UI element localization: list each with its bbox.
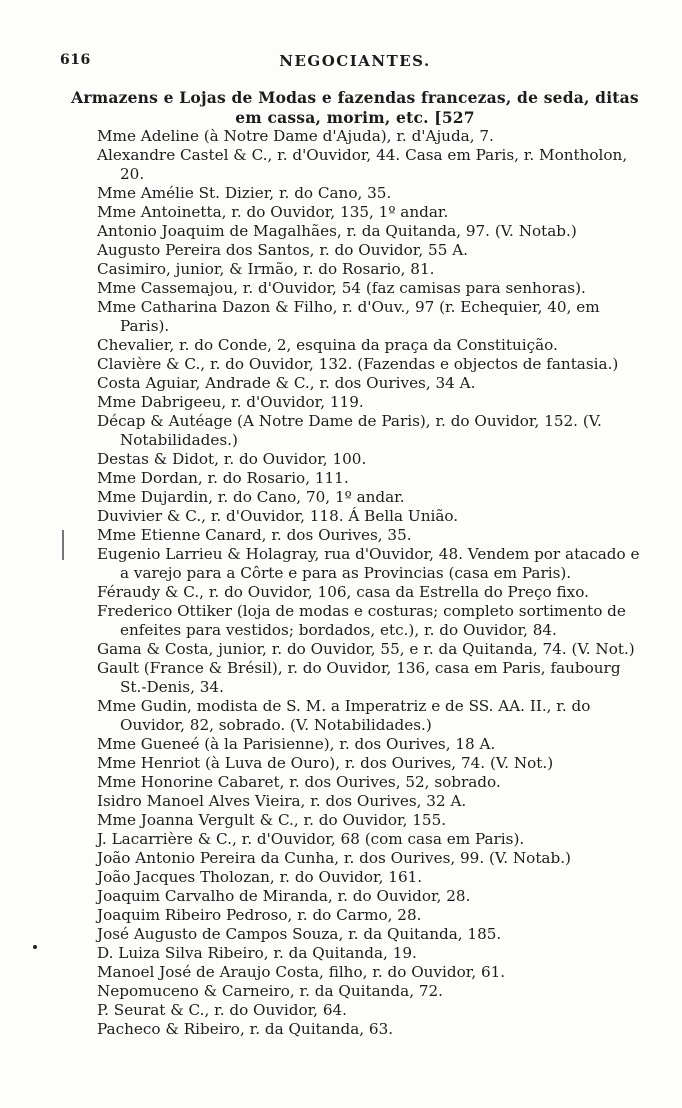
section-heading-line-1: Armazens e Lojas de Modas e fazendas francezas, de seda, ditas bbox=[71, 88, 639, 107]
list-item: Manoel José de Araujo Costa, filho, r. do Ouvidor, 61. bbox=[97, 963, 506, 981]
list-item: Antonio Joaquim de Magalhães, r. da Quitanda, 97. (V. Notab.) bbox=[97, 222, 577, 240]
merchant-list bbox=[0, 127, 682, 1039]
list-item: Frederico Ottiker (loja de modas e costuras; completo sortimento de enfeites para vestidos; bordados, etc.), r. do Ouvidor, 84. bbox=[97, 602, 626, 639]
list-item: Mme Honorine Cabaret, r. dos Ourives, 52, sobrado. bbox=[97, 773, 501, 791]
list-item: João Antonio Pereira da Cunha, r. dos Ourives, 99. (V. Notab.) bbox=[97, 849, 571, 867]
list-item: Mme Cassemajou, r. d'Ouvidor, 54 (faz camisas para senhoras). bbox=[97, 279, 586, 297]
list-item: Nepomuceno & Carneiro, r. da Quitanda, 72. bbox=[97, 982, 444, 1000]
margin-mark bbox=[62, 530, 64, 560]
list-item: Mme Etienne Canard, r. dos Ourives, 35. bbox=[97, 526, 412, 544]
list-item: Augusto Pereira dos Santos, r. do Ouvidor, 55 A. bbox=[97, 241, 468, 259]
list-item: J. Lacarrière & C., r. d'Ouvidor, 68 (com casa em Paris). bbox=[97, 830, 525, 848]
list-item: Joaquim Carvalho de Miranda, r. do Ouvidor, 28. bbox=[97, 887, 471, 905]
list-item: Joaquim Ribeiro Pedroso, r. do Carmo, 28. bbox=[97, 906, 422, 924]
list-item: Mme Dordan, r. do Rosario, 111. bbox=[97, 469, 349, 487]
list-item: Gama & Costa, junior, r. do Ouvidor, 55, e r. da Quitanda, 74. (V. Not.) bbox=[97, 640, 635, 658]
list-item: Eugenio Larrieu & Holagray, rua d'Ouvidor, 48. Vendem por atacado e a varejo para a Côrte e para as Provincias (casa em Paris). bbox=[97, 545, 640, 582]
list-item: José Augusto de Campos Souza, r. da Quitanda, 185. bbox=[97, 925, 502, 943]
ink-dot-mark bbox=[33, 945, 37, 949]
list-item: Isidro Manoel Alves Vieira, r. dos Ourives, 32 A. bbox=[97, 792, 467, 810]
list-item: Mme Gudin, modista de S. M. a Imperatriz e de SS. AA. II., r. do Ouvidor, 82, sobrado. (V. Notabilidades.) bbox=[97, 697, 591, 734]
section-heading-line-2: em cassa, morim, etc. [527 bbox=[235, 108, 475, 127]
list-item: Gault (France & Brésil), r. do Ouvidor, 136, casa em Paris, faubourg St.-Denis, 34. bbox=[97, 659, 621, 696]
list-item: Mme Gueneé (à la Parisienne), r. dos Ourives, 18 A. bbox=[97, 735, 496, 753]
list-item: D. Luiza Silva Ribeiro, r. da Quitanda, 19. bbox=[97, 944, 417, 962]
list-item: Mme Joanna Vergult & C., r. do Ouvidor, 155. bbox=[97, 811, 447, 829]
list-item: Mme Catharina Dazon & Filho, r. d'Ouv., 97 (r. Echequier, 40, em Paris). bbox=[97, 298, 600, 335]
running-head: NEGOCIANTES. bbox=[279, 52, 431, 70]
list-item: Chevalier, r. do Conde, 2, esquina da praça da Constituição. bbox=[97, 336, 558, 354]
list-item: Décap & Autéage (A Notre Dame de Paris), r. do Ouvidor, 152. (V. Notabilidades.) bbox=[97, 412, 602, 449]
list-item: Costa Aguiar, Andrade & C., r. dos Ourives, 34 A. bbox=[97, 374, 476, 392]
list-item: Mme Henriot (à Luva de Ouro), r. dos Ourives, 74. (V. Not.) bbox=[97, 754, 554, 772]
list-item: Alexandre Castel & C., r. d'Ouvidor, 44. Casa em Paris, r. Montholon, 20. bbox=[97, 146, 628, 183]
list-item: Mme Dujardin, r. do Cano, 70, 1º andar. bbox=[97, 488, 405, 506]
list-item: João Jacques Tholozan, r. do Ouvidor, 161. bbox=[97, 868, 423, 886]
list-item: Duvivier & C., r. d'Ouvidor, 118. Á Bella União. bbox=[97, 507, 459, 525]
page-header bbox=[60, 52, 650, 74]
list-item: Mme Amélie St. Dizier, r. do Cano, 35. bbox=[97, 184, 392, 202]
list-item: P. Seurat & C., r. do Ouvidor, 64. bbox=[97, 1001, 347, 1019]
list-item: Casimiro, junior, & Irmão, r. do Rosario, 81. bbox=[97, 260, 435, 278]
list-item: Mme Adeline (à Notre Dame d'Ajuda), r. d'Ajuda, 7. bbox=[97, 127, 494, 145]
list-item: Clavière & C., r. do Ouvidor, 132. (Fazendas e objectos de fantasia.) bbox=[97, 355, 619, 373]
list-item: Mme Antoinetta, r. do Ouvidor, 135, 1º andar. bbox=[97, 203, 449, 221]
list-item: Destas & Didot, r. do Ouvidor, 100. bbox=[97, 450, 367, 468]
list-item: Mme Dabrigeeu, r. d'Ouvidor, 119. bbox=[97, 393, 364, 411]
list-item: Féraudy & C., r. do Ouvidor, 106, casa da Estrella do Preço fixo. bbox=[97, 583, 589, 601]
page-number: 616 bbox=[60, 52, 91, 68]
section-heading bbox=[60, 88, 650, 128]
list-item: Pacheco & Ribeiro, r. da Quitanda, 63. bbox=[97, 1020, 394, 1038]
